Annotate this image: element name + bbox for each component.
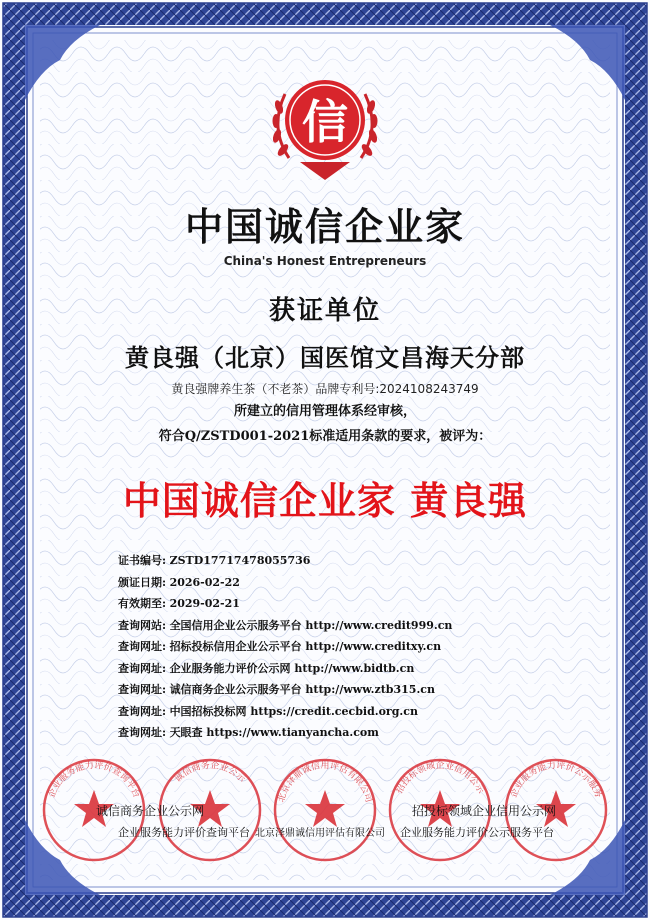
award-title: 中国诚信企业家 黄良强 [122,478,528,523]
detail-value: 天眼查 https://www.tianyancha.com [169,726,379,739]
detail-label: 查询网址: [118,661,167,675]
patent-line: 黄良强牌养生茶（不老茶）品牌专利号:2024108243749 [171,382,479,396]
detail-row [118,593,452,615]
detail-row [118,658,452,680]
seal-4-ring-text: 招投标领域企业信用公示 [394,761,486,796]
detail-value: 招标投标信用企业公示平台 http://www.creditxy.cn [169,640,442,653]
detail-row [118,572,452,594]
description-line-1: 所建立的信用管理体系经审核， [233,404,416,419]
seal-3-ring-text: 北京泽鼎诚信用评估有限公司 [276,761,374,804]
detail-label: 查询网站: [118,618,167,632]
seal-caption: 企业服务能力评价查询平台 [118,826,250,839]
seal-2-ring-text: 诚信商务企业公示 [173,760,247,785]
seal-5-ring-text: 企业服务能力评价公示服务 [508,760,604,800]
detail-row [118,679,452,701]
certificate-title: 中国诚信企业家 [184,204,465,249]
seal-caption: 诚信商务企业公示网 [96,804,205,818]
detail-value: ZSTD17717478055736 [169,554,311,567]
detail-label: 证书编号: [118,554,167,567]
detail-label: 查询网址: [118,640,167,653]
detail-row [118,722,452,744]
detail-label: 查询网址: [118,726,167,739]
seal-caption: 企业服务能力评价公示服务平台 [400,826,554,839]
detail-value: 2026-02-22 [169,575,240,589]
detail-label: 查询网址: [118,683,167,696]
description-line-2: 符合Q/ZSTD001-2021标准适用条款的要求，被评为： [158,429,492,444]
certificate-details [118,550,452,744]
seal-captions [0,804,650,842]
detail-label: 查询网址: [118,704,167,718]
detail-value: 中国招标投标网 https://credit.cecbid.org.cn [169,704,418,718]
detail-row [118,701,452,723]
company-name: 黄良强（北京）国医馆文昌海天分部 [125,343,525,372]
certificate-subtitle: China's Honest Entrepreneurs [223,254,427,268]
detail-value: 企业服务能力评价公示网 http://www.bidtb.cn [169,661,415,675]
recipient-heading: 获证单位 [268,296,381,326]
detail-label: 有效期至: [118,597,167,610]
detail-row [118,636,452,658]
seal-caption: 北京泽鼎诚信用评估有限公司 [255,828,385,839]
detail-value: 诚信商务企业公示服务平台 http://www.ztb315.cn [169,683,435,696]
detail-row [118,615,452,637]
detail-row [118,550,452,572]
emblem-character: 信 [302,95,348,149]
detail-value: 全国信用企业公示服务平台 http://www.credit999.cn [169,618,453,632]
seal-caption: 招投标领域企业信用公示网 [412,804,557,818]
detail-label: 颁证日期: [118,575,167,589]
credit-emblem-icon [255,58,395,188]
detail-value: 2029-02-21 [169,597,240,610]
seal-1-ring-text: 企业服务能力评价查询平台 [46,760,142,800]
